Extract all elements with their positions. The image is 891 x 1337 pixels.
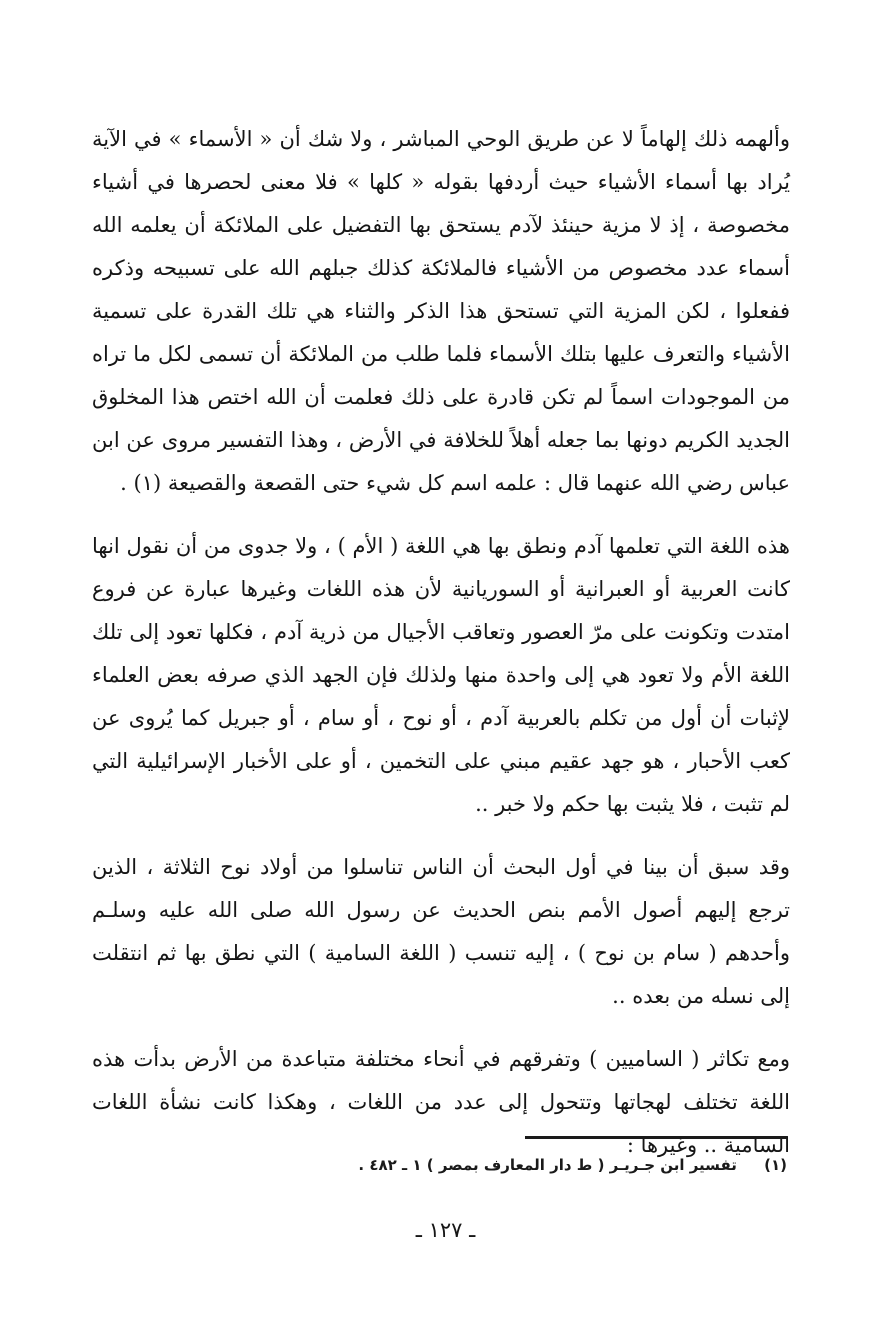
paragraph-2: هذه اللغة التي تعلمها آدم ونطق بها هي اللغة ( الأم ) ، ولا جدوى من أن نقول انها كانت العربية أو العبرانية أو السوريانية لأن هذه اللغات وغيرها عبارة عن فروع امتدت وتكونت على مرّ العصور وتعاقب الأجيال من ذرية آدم ، فكلها تعود إلى تلك اللغة الأم ولا تعود هي إلى واحدة منها ولذلك فإن الجهد الذي صرفه بعض العلماء لإثبات أن أول من تكلم بالعربية آدم ، أو نوح ، أو سام ، أو جبريل كما يُروى عن كعب الأحبار ، هو جهد عقيم مبني على التخمين ، أو على الأخبار الإسرائيلية التي لم تثبت ، فلا يثبت بها حكم ولا خبر .. [92, 534, 790, 816]
footnote [187, 1156, 787, 1174]
paragraph-1: وألهمه ذلك إلهاماً لا عن طريق الوحي المباشر ، ولا شك أن « الأسماء » في الآية يُراد بها أسماء الأشياء حيث أردفها بقوله « كلها » فلا معنى لحصرها في أشياء مخصوصة ، إذ لا مزية حينئذ لآدم يستحق بها التفضيل على الملائكة أن يعلمه الله أسماء عدد مخصوص من الأشياء فالملائكة كذلك جبلهم الله على تسبيحه وذكره ففعلوا ، لكن المزية التي تستحق هذا الذكر والثناء هي تلك القدرة على تسمية الأشياء والتعرف عليها بتلك الأسماء فلما طلب من الملائكة أن تسمى لكل ما تراه من الموجودات اسماً لم تكن قادرة على ذلك فعلمت أن الله اختص هذا المخلوق الجديد الكريم دونها بما جعله أهلاً للخلافة في الأرض ، وهذا التفسير مروى عن ابن عباس رضي الله عنهما قال : علمه اسم كل شيء حتى القصعة والقصيعة (١) . [92, 127, 790, 495]
footnote-divider [525, 1136, 787, 1139]
paragraph-3: وقد سبق أن بينا في أول البحث أن الناس تناسلوا من أولاد نوح الثلاثة ، الذين ترجع إليهم أصول الأمم بنص الحديث عن رسول الله صلى الله عليه وسلـم وأحدهم ( سام بن نوح ) ، إليه تنسب ( اللغة السامية ) التي نطق بها ثم انتقلت إلى نسله من بعده .. [92, 855, 790, 1008]
footnote-marker: (١) [764, 1156, 787, 1174]
paragraph-4: ومع تكاثر ( الساميين ) وتفرقهم في أنحاء مختلفة متباعدة من الأرض بدأت هذه اللغة تختلف لهجاتها وتتحول إلى عدد من اللغات ، وهكذا كانت نشأة اللغات السامية .. وغيرها : [92, 1047, 790, 1157]
footnote-text: تفسير ابن جـريـر ( ط دار المعارف بمصر ) ١ ـ ٤٨٢ . [358, 1156, 737, 1174]
page-body [92, 118, 790, 1167]
page-number: ـ ١٢٧ ـ [415, 1218, 476, 1242]
